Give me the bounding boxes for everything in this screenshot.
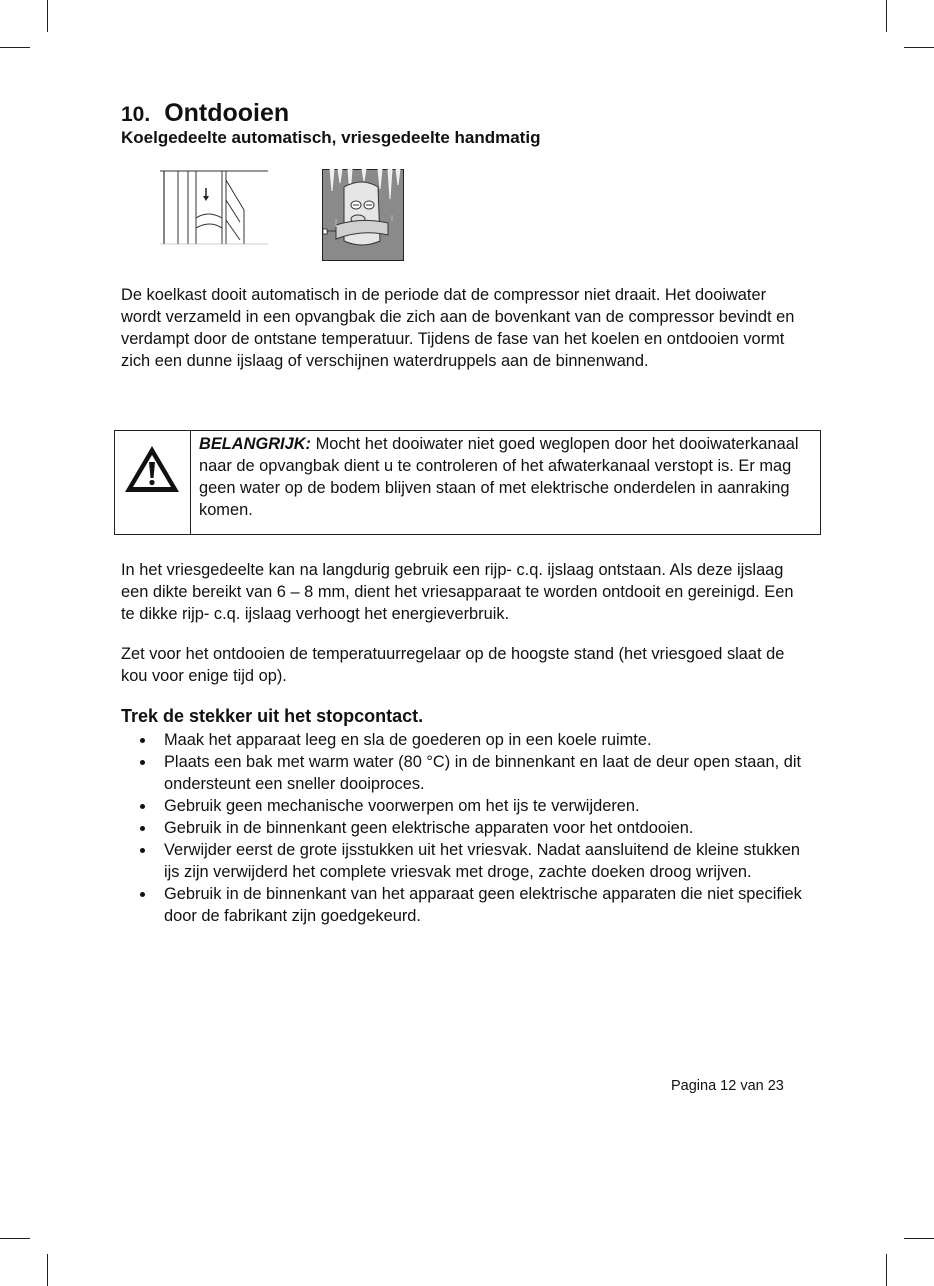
bullet-icon <box>140 892 145 897</box>
crop-mark <box>904 47 934 48</box>
paragraph-automatic-defrost: De koelkast dooit automatisch in de periode dat de compressor niet draait. Het dooiwater wordt verzameld in een opvangbak die zich aan de bovenkant van de compressor bevindt en verdampt door de ontstane temperatuur. Tijdens de fase van het koelen en ontdooien vormt zich een dunne ijslaag of verschijnen waterdruppels aan de binnenwand. <box>121 286 795 370</box>
bullet-icon <box>140 760 145 765</box>
paragraph-frost-layer: In het vriesgedeelte kan na langdurig gebruik een rijp- c.q. ijslaag ontstaan. Als deze ijslaag een dikte bereikt van 6 – 8 mm, dient het vriesapparaat te worden ontdooit en gereinigd. Een te dikke rijp- c.q. ijslaag verhoogt het energieverbruik. <box>121 561 794 623</box>
page-number: Pagina 12 van 23 <box>671 1078 784 1094</box>
list-item: Plaats een bak met warm water (80 °C) in de binnenkant en laat de deur open staan, dit ondersteunt een sneller dooiproces. <box>121 751 811 795</box>
warning-icon-cell <box>115 431 191 534</box>
bullet-icon <box>140 848 145 853</box>
section-title: Ontdooien <box>164 99 290 127</box>
bullet-icon <box>140 738 145 743</box>
warning-text <box>199 433 809 521</box>
crop-mark <box>47 1254 48 1286</box>
crop-mark <box>886 0 887 32</box>
crop-mark <box>0 47 30 48</box>
fridge-interior-illustration <box>160 170 268 245</box>
crop-mark <box>886 1254 887 1286</box>
warning-triangle-icon <box>123 444 181 494</box>
list-item: Verwijder eerst de grote ijsstukken uit het vriesvak. Nadat aansluitend de kleine stukken ijs zijn verwijderd het complete vriesvak met droge, zachte doeken droog wrijven. <box>121 839 811 883</box>
warning-label: BELANGRIJK: <box>199 435 312 453</box>
bullet-icon <box>140 804 145 809</box>
list-item: Gebruik in de binnenkant geen elektrische apparaten voor het ontdooien. <box>121 817 811 839</box>
crop-mark <box>0 1238 30 1239</box>
crop-mark <box>47 0 48 32</box>
defrost-steps-list <box>121 729 811 927</box>
section-subheading: Koelgedeelte automatisch, vriesgedeelte handmatig <box>121 128 541 147</box>
bullet-icon <box>140 826 145 831</box>
paragraph-thermostat: Zet voor het ontdooien de temperatuurregelaar op de hoogste stand (het vriesgoed slaat de kou voor enige tijd op). <box>121 645 785 685</box>
list-item: Gebruik in de binnenkant van het apparaat geen elektrische apparaten die niet specifiek door de fabrikant zijn goedgekeurd. <box>121 883 811 927</box>
freezer-defrost-illustration <box>322 169 404 261</box>
list-item: Maak het apparaat leeg en sla de goederen op in een koele ruimte. <box>121 729 811 751</box>
crop-mark <box>904 1238 934 1239</box>
section-heading <box>121 99 289 128</box>
warning-body: Mocht het dooiwater niet goed weglopen door het dooiwaterkanaal naar de opvangbak dient u te controleren of het afwaterkanaal verstopt is. Er mag geen water op de bodem blijven staan of met elektrische onderdelen in aanraking komen. <box>199 435 799 519</box>
section-number: 10. <box>121 103 151 126</box>
warning-box <box>114 430 821 535</box>
list-item: Gebruik geen mechanische voorwerpen om het ijs te verwijderen. <box>121 795 811 817</box>
unplug-heading: Trek de stekker uit het stopcontact. <box>121 706 424 726</box>
